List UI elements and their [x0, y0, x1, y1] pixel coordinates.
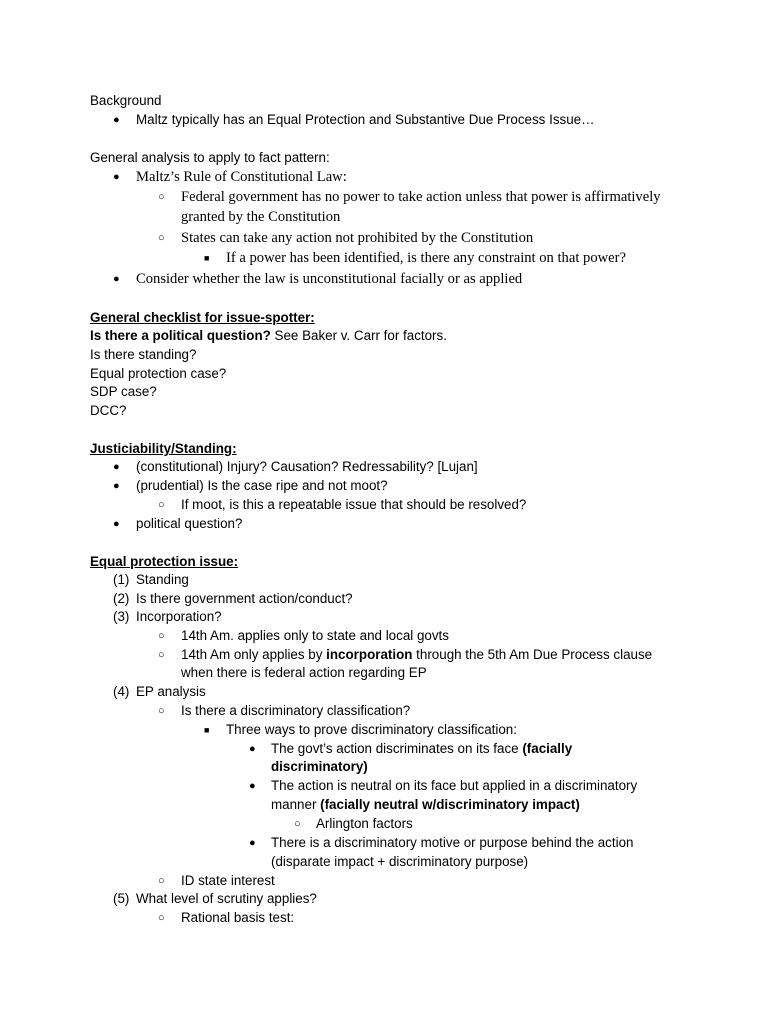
- federal-power-line1: Federal government has no power to take action unless that power is affirmatively: [181, 189, 661, 205]
- bullet-disc: ●: [113, 273, 120, 285]
- list-number: (2): [113, 591, 130, 606]
- bullet-circle: ○: [158, 875, 165, 887]
- bullet-disc: ●: [113, 171, 120, 183]
- bullet-circle: ○: [158, 191, 165, 203]
- list-number: (3): [113, 609, 130, 624]
- justiciability-subitem: If moot, is this a repeatable issue that should be resolved?: [181, 497, 527, 512]
- list-number: (1): [113, 572, 130, 587]
- background-heading: Background: [90, 93, 162, 108]
- bullet-circle: ○: [294, 818, 301, 830]
- bullet-disc: ●: [113, 114, 120, 126]
- justiciability-heading: Justiciability/Standing:: [90, 441, 237, 456]
- ep-item: Is there government action/conduct?: [136, 591, 353, 606]
- way-motive-cont: (disparate impact + discriminatory purpose): [271, 854, 529, 869]
- power-constraint: If a power has been identified, is there any constraint on that power?: [226, 250, 626, 266]
- bullet-disc: ●: [113, 518, 120, 530]
- bullet-disc: ●: [249, 743, 256, 755]
- justiciability-item: (constitutional) Injury? Causation? Redressability? [Lujan]: [136, 459, 478, 474]
- way-neutral-cont: [271, 796, 580, 814]
- equal-protection-heading: Equal protection issue:: [90, 554, 239, 569]
- bullet-circle: ○: [158, 705, 165, 717]
- bullet-circle: ○: [158, 499, 165, 511]
- ep-subitem: Rational basis test:: [181, 910, 295, 925]
- arlington-factors: Arlington factors: [316, 816, 413, 831]
- ep-subitem: [181, 646, 652, 664]
- ep-subitem: 14th Am. applies only to state and local govts: [181, 628, 449, 643]
- ep-item: What level of scrutiny applies?: [136, 891, 317, 906]
- bullet-square: ■: [204, 253, 210, 263]
- states-power: States can take any action not prohibited by the Constitution: [181, 230, 534, 246]
- way-facial-cont: discriminatory): [271, 759, 368, 774]
- checklist-dcc: DCC?: [90, 403, 127, 418]
- political-question-line: [90, 327, 447, 345]
- ep-subsubitem: Three ways to prove discriminatory classification:: [226, 722, 517, 737]
- ep-item: Standing: [136, 572, 189, 587]
- incorporation-bold: incorporation: [326, 647, 413, 662]
- ep-item: Incorporation?: [136, 609, 222, 624]
- checklist-standing: Is there standing?: [90, 347, 197, 362]
- bullet-circle: ○: [158, 630, 165, 642]
- bullet-disc: ●: [249, 780, 256, 792]
- list-number: (5): [113, 891, 130, 906]
- way-neutral-bold: (facially neutral w/discriminatory impact): [320, 797, 580, 812]
- list-number: (4): [113, 684, 130, 699]
- bullet-disc: ●: [249, 837, 256, 849]
- incorporation-post: through the 5th Am Due Process clause: [412, 647, 653, 662]
- checklist-heading: General checklist for issue-spotter:: [90, 310, 315, 325]
- facial-as-applied: Consider whether the law is unconstitutional facially or as applied: [136, 271, 523, 287]
- incorporation-pre: 14th Am only applies by: [181, 647, 327, 662]
- way-facial: [271, 740, 572, 758]
- ep-subitem-cont: when there is federal action regarding EP: [181, 665, 427, 680]
- justiciability-item: political question?: [136, 516, 243, 531]
- way-neutral-pre: manner: [271, 797, 321, 812]
- bullet-disc: ●: [113, 480, 120, 492]
- checklist-sdp: SDP case?: [90, 384, 157, 399]
- bullet-circle: ○: [158, 232, 165, 244]
- bullet-square: ■: [204, 725, 210, 735]
- federal-power-line2: granted by the Constitution: [181, 209, 341, 225]
- way-facial-bold: (facially: [522, 741, 573, 756]
- way-motive: There is a discriminatory motive or purpose behind the action: [271, 835, 634, 850]
- political-question-bold: Is there a political question?: [90, 328, 271, 343]
- background-item: Maltz typically has an Equal Protection and Substantive Due Process Issue…: [136, 112, 595, 127]
- ep-subitem: Is there a discriminatory classification?: [181, 703, 411, 718]
- way-facial-pre: The govt’s action discriminates on its face: [271, 741, 523, 756]
- way-neutral: The action is neutral on its face but applied in a discriminatory: [271, 778, 638, 793]
- general-analysis-heading: General analysis to apply to fact pattern:: [90, 150, 330, 165]
- rule-of-law: Maltz’s Rule of Constitutional Law:: [136, 169, 347, 185]
- ep-subitem: ID state interest: [181, 873, 275, 888]
- bullet-circle: ○: [158, 649, 165, 661]
- bullet-disc: ●: [113, 461, 120, 473]
- political-question-rest: See Baker v. Carr for factors.: [270, 328, 447, 343]
- justiciability-item: (prudential) Is the case ripe and not moot?: [136, 478, 388, 493]
- ep-item: EP analysis: [136, 684, 206, 699]
- checklist-equal-protection: Equal protection case?: [90, 366, 227, 381]
- bullet-circle: ○: [158, 912, 165, 924]
